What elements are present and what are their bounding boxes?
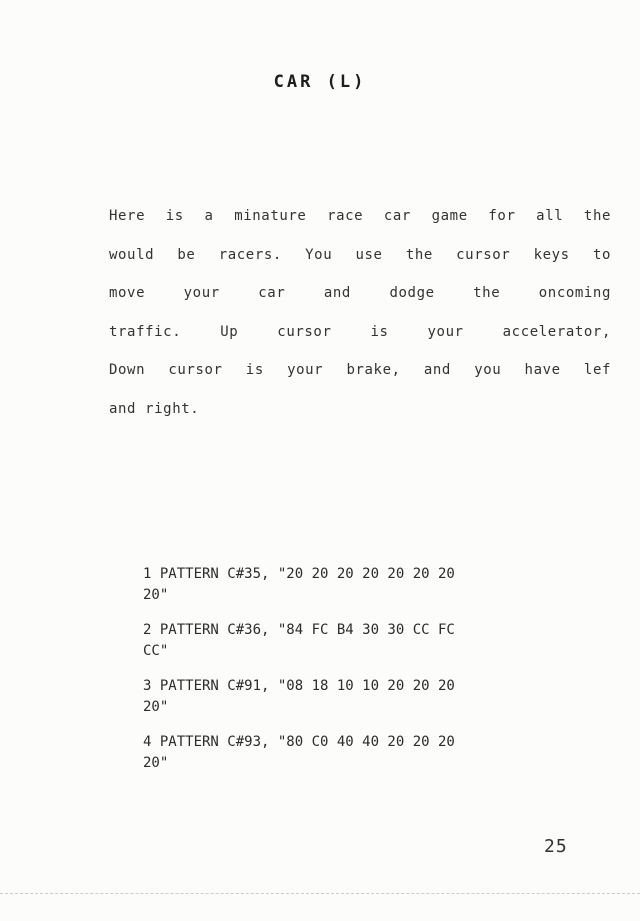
intro-line: move your car and dodge the oncoming — [109, 285, 611, 302]
listing-line: 3 PATTERN C#91, "08 18 10 10 20 20 20 — [143, 678, 455, 694]
page-number: 25 — [544, 836, 568, 857]
listing-statement — [143, 676, 573, 718]
listing-line: 1 PATTERN C#35, "20 20 20 20 20 20 20 — [143, 566, 455, 582]
intro-line: traffic. Up cursor is your accelerator, — [109, 323, 611, 340]
listing-line: 20" — [143, 587, 169, 603]
listing-statement — [143, 732, 573, 774]
intro-paragraph — [109, 203, 611, 435]
listing-line: 2 PATTERN C#36, "84 FC B4 30 30 CC FC — [143, 622, 455, 638]
listing-statement — [143, 620, 573, 662]
intro-line: and right. — [109, 400, 200, 417]
page-bottom-edge — [0, 893, 640, 896]
intro-line: Here is a minature race car game for all the — [109, 208, 611, 224]
listing-line: CC" — [143, 643, 169, 659]
listing-line: 20" — [143, 699, 169, 715]
page-title: CAR (L) — [273, 72, 367, 92]
listing-line: 20" — [143, 755, 169, 771]
intro-line: Down cursor is your brake, and you have lef — [109, 362, 611, 379]
listing-statement — [143, 564, 573, 606]
intro-line: would be racers. You use the cursor keys to — [109, 246, 611, 263]
program-listing — [143, 564, 573, 788]
listing-line: 4 PATTERN C#93, "80 C0 40 40 20 20 20 — [143, 734, 455, 750]
